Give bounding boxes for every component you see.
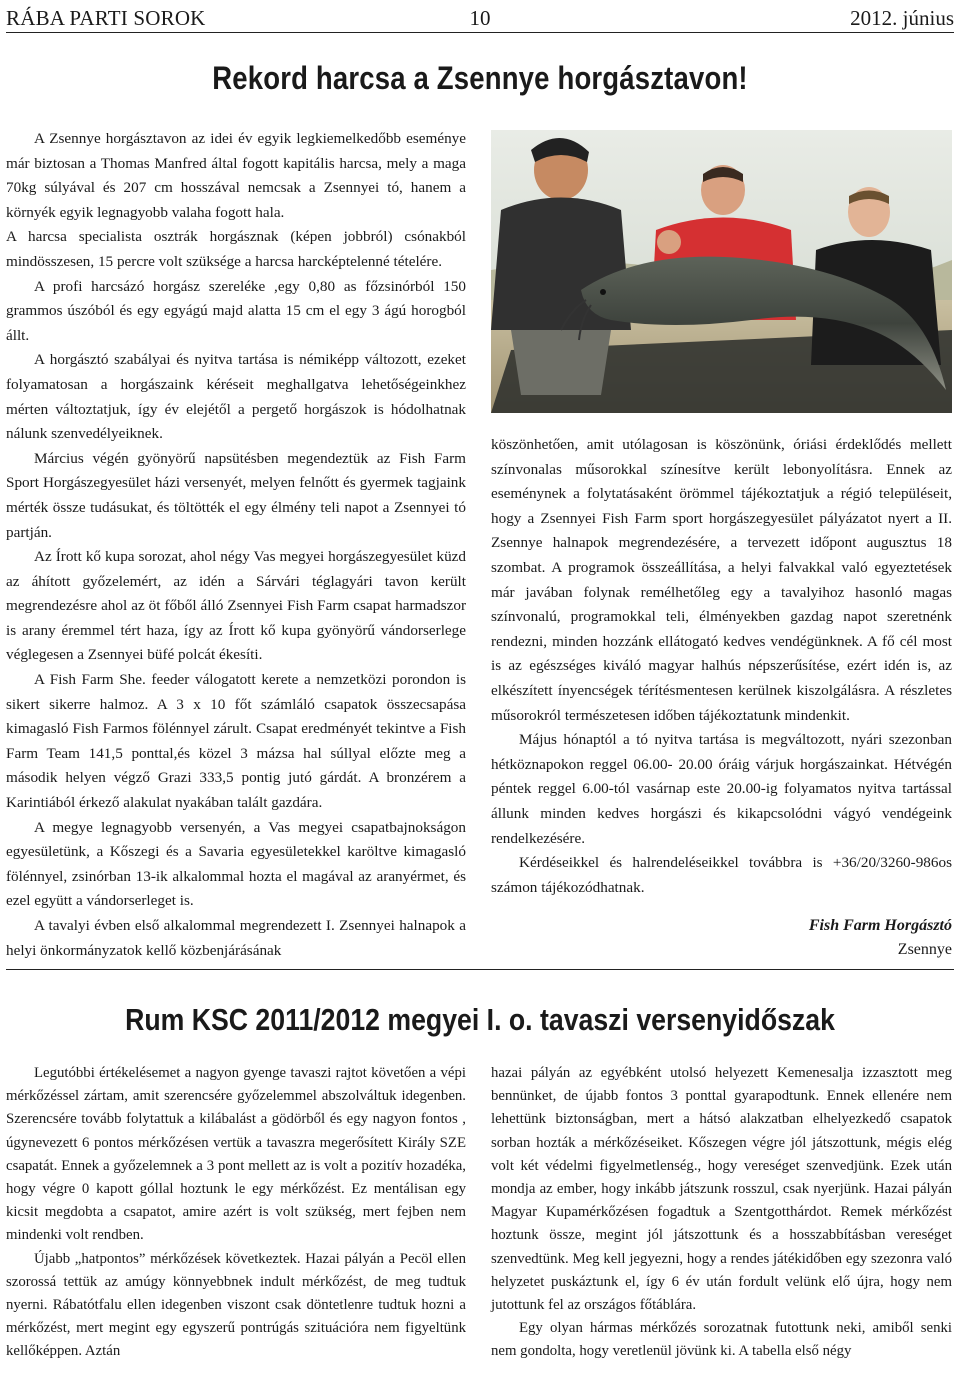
paragraph: Kérdéseikkel és halrendeléseikkel továbbra is +36/20/3260-986os számon tájékozódhatnak. xyxy=(491,854,952,896)
publication-name: RÁBA PARTI SOROK xyxy=(6,6,206,30)
paragraph: A Fish Farm She. feeder válogatott kerete a nemzetközi porondon is sikert sikerre halmoz. A 3 x 10 főt számláló csapatok összecsapása kimagasló Fish Farmos fölénnyel zárult. Csapat eredményét tekintve a Fish Farm Team 141,5 ponttal,és közel 3 mázsa hal súllyal előzte meg a második helyen végző Grazi 333,5 pontig jutó gárdát. A bronzérem a Karintiából érkező alakulat nyakában talált gazdára. xyxy=(6,671,466,812)
issue-date: 2012. június xyxy=(850,6,954,30)
paragraph: Újabb „hatpontos” mérkőzések következtek. Hazai pályán a Pecöl ellen szorossá tettük az amúgy könnyebbnek indult mérkőzést, de meg tudtuk nyerni. Rábatótfalu ellen idegenben viszont csak döntetlenre tudtuk hozni a mérkőzést, mert megint egy egyszerű pontrúgás szituációra nem figyeltünk kellőképpen. Aztán xyxy=(6,1250,466,1360)
paragraph: köszönhetően, amit utólagosan is köszönünk, óriási érdeklődés mellett színvonalas műsorokkal színesítve került lebonyolításra. Ennek az eseménynek a folytatásaként örömmel tájékoztatjuk a régió településeit, hogy a Zsennyei Fish Farm sport horgászegyesület pályázatot nyert a II. Zsennye halnapok megrendezésére, a tervezett időpont augusztus 18 szombat. A programok összeállítása, a helyi falvakkal való egyeztetések már javában folynak remélhetőleg egy a tavalyihoz hasonló magas színvonalú, programokkal teli, élményekben gazdag napot szeretnénk rendezni, minden hozzánk ellátogató kedves vendégünknek. A fő cél most is az egészséges kiváló magyar halhús népszerűsítése, ezért idén is, az elkészített ínyencségek térítésmentesen kerülnek kiszolgálásra. A részletes műsorokról természetesen időben tájékoztatunk mindenkit. xyxy=(491,436,952,724)
paragraph: A profi harcsázó horgász szereléke ,egy 0,80 as főzsinórból 150 grammos úszóból és egy egyágú majd alatta 15 cm el egy 3 ágú horogból állt. xyxy=(6,277,466,344)
article-title-catfish: Rekord harcsa a Zsennye horgásztavon! xyxy=(212,60,748,96)
article1-column1 xyxy=(6,127,466,963)
article-signature xyxy=(809,914,952,962)
signature-place: Zsennye xyxy=(897,941,952,958)
paragraph: Március végén gyönyörű napsütésben megendeztük az Fish Farm Sport Horgászegyesület házi versenyét, melyen felnőtt és gyermek tagjaink mérték össze tudásukat, és töltötték el egy élmény teli napot a Zsennyei tó partján. xyxy=(6,449,466,541)
catfish-photo xyxy=(491,130,952,413)
paragraph: A harcsa specialista osztrák horgásznak (képen jobbról) csónakból mindösszesen, 15 percre volt szüksége a harcsa harcképtelenné tételére. xyxy=(6,228,466,270)
section-divider xyxy=(6,969,954,970)
signature-author: Fish Farm Horgásztó xyxy=(808,917,952,934)
paragraph: Legutóbbi értékelésemet a nagyon gyenge tavaszi rajtot követően a vépi mérkőzéssel zártam, amit szerencsére győzelemmel abszolváltuk idegenben. Szerencsére tovább folytattuk a kilábalást a gödörből és egy nagyon fontos , úgynevezett 6 pontos mérkőzésen vertük a tavaszra megerősített Király SZE csapatát. Ennek a győzelemnek a 3 pont mellett az is volt a pozitív hozadéka, hogy végre 0 kapott góllal hoztunk le egy mérkőzést. Ez mentálisan egy kicsit megdobta a csapatot, amire azért is volt szükség, mert fejben nem mindenki volt rendben. xyxy=(6,1065,466,1244)
article2-column1 xyxy=(6,1062,466,1364)
paragraph: A tavalyi évben első alkalommal megrendezett I. Zsennyei halnapok a helyi önkormányzatok kellő közbenjárásának xyxy=(6,917,466,959)
paragraph: Május hónaptól a tó nyitva tartása is megváltozott, nyári szezonban hétköznapokon reggel 06.00- 20.00 óráig várjuk horgászainkat. Hétvégén péntek reggel 6.00-tól vasárnap este 20.00-ig folyamatos nyitva tartással állunk minden kedves horgászi és kikapcsolódni vágyó vendégeink rendelkezésére. xyxy=(491,731,952,847)
paragraph: Az Írott kő kupa sorozat, ahol négy Vas megyei horgászegyesület küzd az áhított győzelemért, az idén a Sárvári téglagyári tavon került megrendezésre ahol az öt főből álló Zsennyei Fish Farm csapat harmadszor is arany éremmel tért haza, így az Írott kő kupa gyönyörű vándorserlege véglegesen a Zsennyei büfé polcát ékesíti. xyxy=(6,548,466,664)
paragraph: A Zsennye horgásztavon az idei év egyik legkiemelkedőbb eseménye már biztosan a Thomas Manfred által fogott kapitális harcsa, mely a maga 70kg súlyával és 207 cm hosszával nemcsak a Zsennyei tó, hanem a környék egyik legnagyobb valaha fogott hala. xyxy=(6,130,466,221)
paragraph: hazai pályán az egyébként utolsó helyezett Kemenesalja izzasztott meg bennünket, de újabb fontos 3 ponttal gyarapodtunk. Ennek ellenére nem lehettünk biztonságban, mert a hátsó alakzatban elhelyezkedő csapatok sorban hozták a mérkőzéseiket. Kőszegen végre jól játszottunk, mégis elég volt két védelmi figyelmetlenség., hogy vereséget szenvedjünk. Ezek után mondja az ember, hogy inkább játszunk rosszul, csak nyerjünk. Hazai pályán Magyar Kupamérkőzésen fogadtuk a Szentgotthárdot. Remek mérkőzést hoztunk össze, megint jól játszottunk és a hosszabbításban vereséget szenvedtünk. Meg kell jegyezni, hogy a rendes játékidőben egy szezonra való helyzetet puskáztunk el, így 6 év után fordult velünk elő újra, hogy nem jutottunk fel az országos főtáblára. xyxy=(491,1065,952,1314)
article-title-football: Rum KSC 2011/2012 megyei I. o. tavaszi versenyidőszak xyxy=(125,1002,835,1037)
page-header xyxy=(6,6,954,33)
page-number: 10 xyxy=(469,6,491,30)
paragraph: A megye legnagyobb versenyén, a Vas megyei csapatbajnokságon egyesületünk, a Kőszegi és a Savaria egyesületekkel karöltve kimagasló fölénnyel, zsinórban 13-ik alkalommal hozta el magával az aranyérmet, és ezel együtt a vándorserleget is. xyxy=(6,818,466,910)
article1-column2 xyxy=(491,433,952,900)
article2-column2 xyxy=(491,1062,952,1364)
paragraph: Egy olyan hármas mérkőzés sorozatnak futottunk neki, amiből senki nem gondolta, hogy veretlenül jövünk ki. A tabella első négy xyxy=(491,1320,952,1360)
paragraph: A horgásztó szabályai és nyitva tartása is némiképp változott, ezeket folyamatosan a horgászaink kéréseit meghallgatva lehetőségeinkhez mérten változtatjuk, így év elejétől a pergető horgászok is hódolhatnak nálunk szenvedélyeiknek. xyxy=(6,351,466,443)
